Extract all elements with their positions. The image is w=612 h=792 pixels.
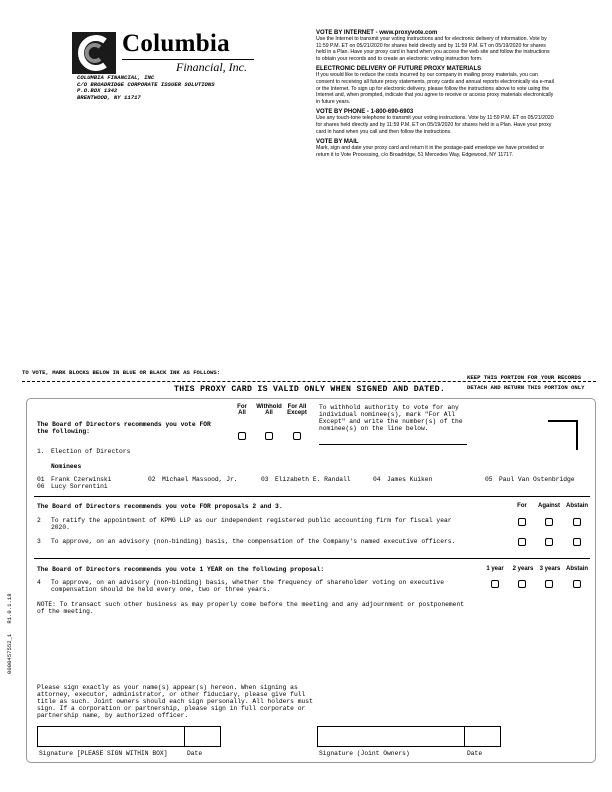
date-box[interactable]	[185, 726, 221, 747]
proposal2-number: 2	[37, 517, 41, 524]
vote-phone-heading: VOTE BY PHONE - 1-800-690-6903	[316, 109, 414, 116]
document-code: 0000457552_1 R1.0.1.18	[6, 593, 13, 674]
vote-mail-text: Mark, sign and date your proxy card and return it in the postage-paid envelope we have provided or return it to Vote Processing, c/o Broadridge, 51 Mercedes Way, Edgewood, NY 11717.	[316, 145, 545, 158]
joint-signature-label: Signature (Joint Owners)	[319, 750, 410, 757]
for-all-checkbox[interactable]	[238, 432, 246, 440]
proposal4-1-year-checkbox[interactable]	[491, 580, 499, 588]
section-divider	[34, 558, 590, 559]
sign-instructions: Please sign exactly as your name(s) appear(s) hereon. When signing as attorney, executor, administrator, or other fiduciary, please give full title as such. Joint owners should each sign personally. All holders must sign. If a corporation or partnership, please sign in full corporate or partnership name, by authorized officer.	[37, 684, 313, 719]
proposal2-for-checkbox[interactable]	[518, 518, 526, 526]
address-line: P.O.BOX 1342	[77, 87, 118, 94]
proposal2-text: To ratify the appointment of KPMG LLP as our independent registered public accounting firm for fiscal year 2020.	[51, 517, 452, 531]
col-for: For	[517, 503, 527, 509]
proposal3-abstain-checkbox[interactable]	[573, 538, 581, 546]
detach-portion-label: DETACH AND RETURN THIS PORTION ONLY	[467, 384, 585, 391]
section1-heading: The Board of Directors recommends you vote FOR the following:	[37, 421, 211, 435]
section2-heading: The Board of Directors recommends you vote FOR proposals 2 and 3.	[37, 503, 283, 510]
nominee-number: 06	[37, 483, 45, 490]
nominee-name: Frank Czerwinski	[51, 476, 112, 483]
proposal4-number: 4	[37, 579, 41, 586]
return-address	[77, 75, 215, 101]
withhold-all-checkbox[interactable]	[265, 432, 273, 440]
date-label: Date	[187, 750, 203, 757]
nominee-name: Lucy Sorrentini	[51, 483, 108, 490]
corner-mark	[548, 420, 578, 450]
proposal4-2-years-checkbox[interactable]	[518, 580, 526, 588]
col-2-years: 2 years	[512, 566, 534, 572]
electronic-delivery-heading: ELECTRONIC DELIVERY OF FUTURE PROXY MATERIALS	[316, 66, 482, 73]
proposal3-number: 3	[37, 538, 41, 545]
section3-heading: The Board of Directors recommends you vote 1 YEAR on the following proposal:	[37, 566, 325, 573]
proposal3-text: To approve, on an advisory (non-binding) basis, the compensation of the Company's named executive officers.	[51, 538, 456, 545]
nominee-name: James Kuiken	[387, 476, 433, 483]
proposal2-abstain-checkbox[interactable]	[573, 518, 581, 526]
col-abstain: Abstain	[565, 503, 588, 509]
col-for-all-except: For All Except	[287, 404, 307, 417]
address-line: C/O BROADRIDGE CORPORATE ISSUER SOLUTIONS	[77, 80, 215, 88]
proposal4-abstain-checkbox[interactable]	[573, 580, 581, 588]
withhold-instructions: To withhold authority to vote for any individual nominee(s), mark "For All Except" and write the number(s) of the nominee(s) on the line below.	[319, 404, 463, 432]
nominee-number: 01	[37, 476, 45, 483]
keep-portion-label: KEEP THIS PORTION FOR YOUR RECORDS	[467, 374, 582, 381]
joint-date-label: Date	[467, 750, 483, 757]
vote-internet-text: Use the Internet to transmit your voting instructions and for electronic delivery of information. Vote by 11:59 P.M. ET on 05/21/2020 for shares held directly and by 11:59 P.M. ET on 05/19/2020 for shares held in a Plan. Have your proxy card in hand when you access the web site and follow the instructions to obtain your records and to create an electronic voting instruction form.	[316, 36, 550, 62]
signature-box[interactable]	[37, 726, 185, 747]
signature-label: Signature [PLEASE SIGN WITHIN BOX]	[39, 750, 168, 757]
proposal2-against-checkbox[interactable]	[545, 518, 553, 526]
nominee-number: 03	[261, 476, 269, 483]
vote-mail-heading: VOTE BY MAIL	[316, 139, 359, 146]
proposal3-against-checkbox[interactable]	[545, 538, 553, 546]
joint-signature-box[interactable]	[317, 726, 465, 747]
col-3-years: 3 years	[539, 566, 561, 572]
valid-notice: THIS PROXY CARD IS VALID ONLY WHEN SIGNED AND DATED.	[174, 385, 446, 394]
address-line: COLUMBIA FINANCIAL, INC	[77, 74, 155, 81]
nominee-number-line[interactable]	[319, 444, 467, 445]
columbia-c-logo-icon	[72, 32, 116, 74]
col-1-year: 1 year	[486, 566, 504, 572]
logo-sub: Financial, Inc.	[176, 60, 247, 74]
nominee-name: Elizabeth E. Randall	[275, 476, 351, 483]
col-against: Against	[537, 503, 560, 509]
voting-instructions	[316, 30, 556, 158]
section-divider	[34, 496, 590, 497]
nominees-label: Nominees	[51, 463, 82, 470]
col-abstain: Abstain	[565, 566, 588, 572]
item1-text: Election of Directors	[51, 448, 131, 455]
col-withhold-all: Withhold All	[256, 404, 282, 417]
tear-line	[22, 381, 596, 382]
address-line: BRENTWOOD, NY 11717	[77, 93, 141, 101]
mark-instruction: TO VOTE, MARK BLOCKS BELOW IN BLUE OR BLACK INK AS FOLLOWS:	[22, 369, 221, 376]
electronic-delivery-text: If you would like to reduce the costs incurred by our company in mailing proxy materials, you can consent to receiving all future proxy statements, proxy cards and annual reports electronically via e-mail or the Internet. To sign up for electronic delivery, please follow the instructions above to vote using the Internet and, when prompted, indicate that you agree to receive or access proxy materials electronically in future years.	[316, 72, 554, 105]
vote-phone-text: Use any touch-tone telephone to transmit your voting instructions. Vote by 11:59 P.M. ET on 05/21/2020 for shares held directly and by 11:59 P.M. ET on 05/19/2020 for shares held in a Plan. Have your proxy card in hand when you call and then follow the instructions.	[316, 115, 554, 135]
joint-date-box[interactable]	[465, 726, 501, 747]
nominee-number: 04	[373, 476, 381, 483]
vote-internet-heading: VOTE BY INTERNET - www.proxyvote.com	[316, 30, 438, 36]
proposal3-for-checkbox[interactable]	[518, 538, 526, 546]
nominee-number: 02	[148, 476, 156, 483]
for-all-except-checkbox[interactable]	[293, 432, 301, 440]
nominee-name: Michael Massood, Jr.	[162, 476, 238, 483]
proposal4-text: To approve, on an advisory (non-binding) basis, whether the frequency of shareholder voting on executive compensation should be held every one, two or three years.	[51, 579, 444, 593]
company-logo	[72, 32, 254, 74]
col-for-all: For All	[237, 404, 247, 417]
note-text: NOTE: To transact such other business as may properly come before the meeting and any adjournment or postponement of the meeting.	[37, 601, 464, 615]
nominee-number: 05	[485, 476, 493, 483]
nominee-name: Paul Van Ostenbridge	[499, 476, 575, 483]
proposal4-3-years-checkbox[interactable]	[545, 580, 553, 588]
item1-number: 1.	[37, 448, 45, 455]
logo-name: Columbia	[122, 30, 230, 57]
